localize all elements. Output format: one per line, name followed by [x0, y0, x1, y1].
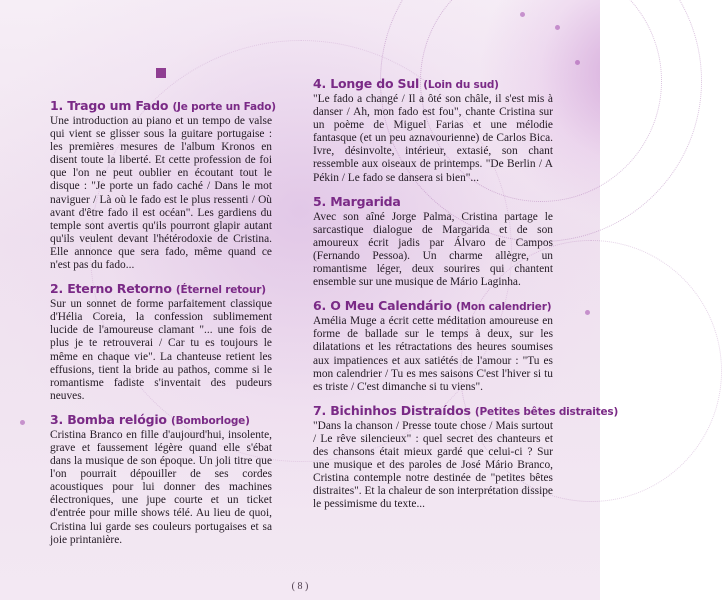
- section-title: [313, 298, 553, 313]
- section-subtitle: (Petites bêtes distraites): [474, 405, 619, 418]
- decorative-dot: [575, 60, 580, 65]
- section-body: Cristina Branco en fille d'aujourd'hui, insolente, grave et faussement légère quand elle s'ébat dans la musique de son époque. Un joli titre que l'on pourrait dépouiller de ses cordes acoustiques pour lui donner des machines électroniques, une jupe courte et un ticket d'entrée pour mille shows télé. Au lieu de quoi, Cristina lui garde ses couleurs portugaises et sa joie printanière.: [50, 428, 272, 546]
- section-body: Sur un sonnet de forme parfaitement classique d'Hélia Coreia, la confession sublimement lucide de l'amoureuse clamant "... une fois de plus je te retrouverai / Car tu es toujours le même en chaque vie". La chanteuse retient les effusions, tient la bride au pathos, comme si le romantisme fadiste s'inventait des pudeurs neuves.: [50, 298, 272, 402]
- section-title-text: 2. Eterno Retorno: [50, 281, 172, 297]
- section-subtitle: (Éternel retour): [175, 284, 266, 297]
- section-body: Une introduction au piano et un tempo de valse qui vient se glisser sous la guitare portugaise : les premières mesures de l'album Kronos en disent toute la liberté. Et cette profession de foi que l'on ne peut oublier en écoutant tout le disque : "Je porte un fado caché / Dans le mot naviguer / Là où le fado est le plus ressenti / Où avant d'être fado il est océan". Les gardiens du temple sont avertis qu'ils pourront glapir autant qu'ils veulent devant l'hétérodoxie de Cristina. Elle annonce que sera fado, même quand ce n'est pas du fado...: [50, 115, 272, 272]
- section-title: [50, 412, 272, 427]
- page-number: ( 8 ): [291, 581, 309, 592]
- section-body: "Le fado a changé / Il a ôté son châle, il s'est mis à danser / Ah, mon fado est fou", chante Cristina sur un poème de Miguel Farias et une mélodie fantasque (et un peu aznavourienne) de Carlos Bica. Ivre, désinvolte, intérieur, extasié, son chant ressemble aux oiseaux de printemps. "De Berlin / A Pékin / Le fado se dansera si bien"...: [313, 93, 553, 184]
- section-2: [50, 281, 272, 403]
- section-body: Avec son aîné Jorge Palma, Cristina partage le sarcastique dialogue de Margarida et de son amoureux écrit jadis par Álvaro de Campos (Fernando Pessoa). Un charme allègre, un romantisme léger, deux sourires qui chantent ensemble sur une musique de Mário Laginha.: [313, 210, 553, 289]
- section-title: [313, 76, 553, 91]
- section-title-text: 7. Bichinhos Distraídos: [313, 402, 471, 418]
- section-6: [313, 298, 553, 394]
- section-body: "Dans la chanson / Presse toute chose / Mais surtout / Le rêve silencieux" : quel secret des chanteurs et des chansons était mieux gardé que celui-ci ? Sur une musique et des paroles de José Mário Branco, Cristina contemple notre destinée de "petites bêtes distraites". Et la chaleur de son interprétation dissipe le pessimisme du texte...: [313, 419, 553, 511]
- section-title: [50, 281, 272, 296]
- decorative-dot: [20, 420, 25, 425]
- decorative-dot: [520, 12, 525, 17]
- section-title-text: 4. Longe do Sul: [313, 76, 420, 91]
- section-4: [313, 76, 553, 185]
- left-column: [50, 62, 276, 556]
- section-3: [50, 412, 272, 547]
- section-title-text: 5. Margarida: [313, 193, 401, 209]
- decorative-dot: [555, 25, 560, 30]
- section-title: [313, 194, 553, 209]
- section-1: [50, 98, 276, 272]
- section-subtitle: (Je porte un Fado): [172, 101, 276, 113]
- section-body: Amélia Muge a écrit cette méditation amoureuse en forme de ballade sur le temps à deux, sur les dilatations et les rétractations des heures soumises aux impatiences et aux satiétés de l'amour : "Tu es mon calendrier / Tu es mes saisons C'est l'hiver si tu es triste / C'est dimanche si tu viens".: [313, 315, 553, 393]
- section-7: [313, 402, 619, 512]
- section-title: [313, 402, 619, 418]
- right-column: [313, 76, 619, 520]
- section-subtitle: (Bomborloge): [170, 414, 250, 427]
- section-title-text: 3. Bomba relógio: [50, 411, 167, 427]
- square-ornament-icon: [156, 68, 166, 78]
- section-title: [50, 98, 276, 113]
- section-subtitle: (Mon calendrier): [456, 301, 552, 314]
- section-subtitle: (Loin du sud): [423, 79, 499, 91]
- section-5: [313, 194, 553, 290]
- section-title-text: 1. Trago um Fado: [50, 98, 169, 113]
- section-title-text: 6. O Meu Calendário: [313, 298, 452, 314]
- decorative-dot: [585, 310, 590, 315]
